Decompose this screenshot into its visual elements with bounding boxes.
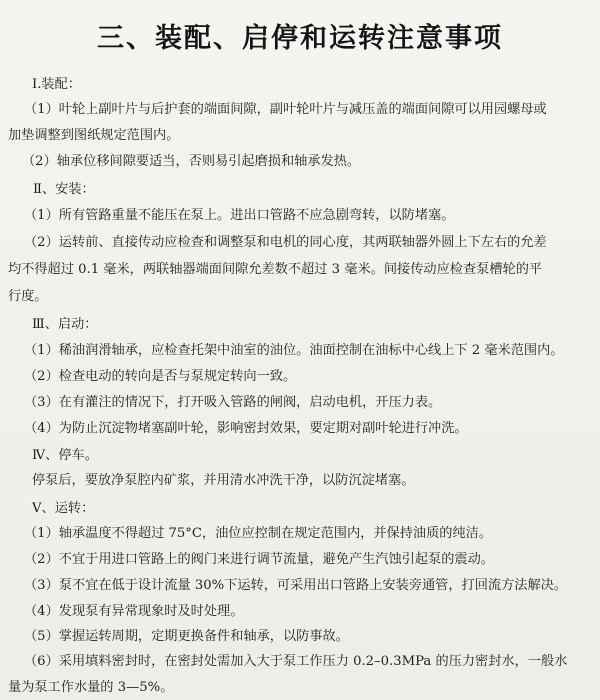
paragraph-line: （4）发现泵有异常现象时及时处理。: [24, 604, 244, 619]
paragraph-line: （1）叶轮上副叶片与后护套的端面间隙，副叶轮叶片与减压盖的端面间隙可以用园螺母或: [24, 102, 547, 117]
section-heading-shutdown: Ⅳ、停车。: [32, 448, 98, 463]
paragraph-line: （1）轴承温度不得超过 75°C，油位应控制在规定范围内，并保持油质的纯洁。: [24, 526, 493, 541]
paragraph-line: （2）检查电动的转向是否与泵规定转向一致。: [24, 369, 297, 384]
paragraph-line: （6）采用填料密封时，在密封处需加入大于泵工作压力 0.2–0.3MPa 的压力密封水，一般水: [24, 654, 568, 669]
paragraph-line: （1）所有管路重量不能压在泵上。进出口管路不应急剧弯转，以防堵塞。: [24, 208, 455, 223]
section-heading-operation: Ⅴ、运转：: [32, 501, 95, 516]
paragraph-line: （3）在有灌注的情况下，打开吸入管路的闸阀，启动电机，开压力表。: [24, 395, 442, 410]
paragraph-line: （2）轴承位移间隙要适当，否则易引起磨损和轴承发热。: [22, 154, 361, 169]
paragraph-line: （5）掌握运转周期，定期更换备件和轴承，以防事故。: [24, 629, 349, 644]
section-heading-installation: Ⅱ、安装：: [33, 182, 95, 197]
paragraph-line: （2）运转前、直接传动应检查和调整泵和电机的同心度，其两联轴器外圆上下左右的允差: [24, 235, 547, 250]
paragraph-line: （1）稀油润滑轴承，应检查托架中油室的油位。油面控制在油标中心线上下 2 毫米范围内。: [24, 343, 564, 358]
paragraph-line: （4）为防止沉淀物堵塞副叶轮，影响密封效果，要定期对副叶轮进行冲洗。: [24, 421, 468, 436]
paragraph-line: 量为泵工作水量的 3—5%。: [8, 680, 174, 695]
paragraph-line: 均不得超过 0.1 毫米，两联轴器端面间隙允差数不超过 3 毫米。间接传动应检查泵槽轮的平: [8, 262, 543, 277]
paragraph-line: （3）泵不宜在低于设计流量 30%下运转，可采用出口管路上安装旁通管，打回流方法解决。: [24, 578, 568, 593]
section-heading-assembly: Ⅰ.装配：: [32, 77, 81, 92]
section-heading-startup: Ⅲ、启动：: [32, 317, 98, 332]
page-title: 三、装配、启停和运转注意事项: [97, 23, 503, 54]
paragraph-line: 加垫调整到图纸规定范围内。: [8, 128, 180, 143]
paragraph-line: 行度。: [8, 289, 48, 304]
paragraph-line: 停泵后，要放净泵腔内矿浆，并用清水冲洗干净，以防沉淀堵塞。: [32, 473, 415, 488]
paragraph-line: （2）不宜于用进口管路上的阀门来进行调节流量，避免产生汽蚀引起泵的震动。: [24, 552, 494, 567]
